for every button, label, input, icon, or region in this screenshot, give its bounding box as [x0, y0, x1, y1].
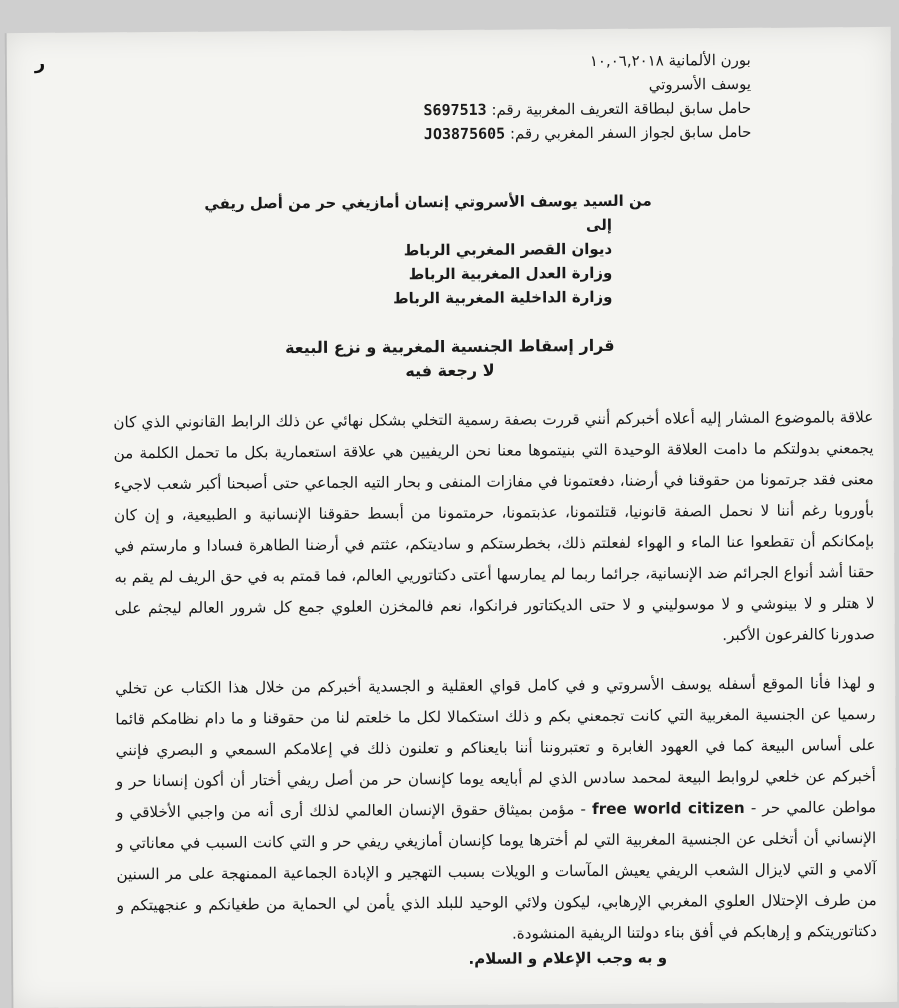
paragraph-1: علاقة بالموضوع المشار إليه أعلاه أخبركم أنني قررت بصفة رسمية التخلي بشكل نهائي عن ذلك الرابط القانوني الذي كان يجمعني بدولتكم ما دامت العلاقة الوحيدة التي بنيتموها معنا نحن الريفيين هي علاقة استعمارية بكل ما تحمل الكلمة من معنى فقد جرتمونا من حقوقنا في أرضنا، دفعتمونا في مفازات المنفى و بحار التيه الجماعي حتى أصبحنا أكبر شعب لاجيء بأوروبا رغم أننا لا نحمل الصفة قانونيا، قتلتمونا، عذبتمونا، حرمتمونا من أبسط حقوقنا الإنسانية و الطبيعية، و إن كان بإمكانكم أن تقطعوا عنا الماء و الهواء لفعلتم ذلك، بخطرستكم و ساديتكم، عثتم في أرضنا الطاهرة فسادا و مارستم في حقنا أشد أنواع الجرائم ضد الإنسانية، جرائما ربما لم يمارسها أعتى دكتاتوريي العالم، فما قمتم به في حق الريف لم يقم به لا هتلر و لا بينوشي و لا موسوليني و لا حتى الديكتاتور فرانكوا، نعم فالمخزن العلوي جمع كل شرور العالم ليجثم على صدورنا كالفرعون الأكبر. [113, 408, 875, 645]
closing-line: و به وجب الإعلام و السلام. [468, 948, 668, 968]
to-label: إلى [585, 215, 613, 235]
latin-phrase: free world citizen [592, 798, 745, 819]
sender-header [331, 48, 752, 147]
letter-body [113, 402, 877, 970]
paragraph-2-part-2: - مؤمن بميثاق حقوق الإنسان العالمي لذلك أرى أنه من واجبي الأخلاقي و الإنساني أن أتخلى عن الجنسية المغربية التي لم أخترها يوما كإنسان أمازيغي ريفي حر و التي كانت السبب في معاناتي و آلامي و التي لايزال الشعب الريفي يعيش المآسات و الويلات بسبب التهجير و الإبادة الجماعية الممنهجة على مر السنين من طرف الإحتلال العلوي المغربي الإرهابي، ليكون ولائي الوحيد للبلد الذي يأمن لي الحماية من طغيانكم و عنجهيتكم و دكتاتوريتكم و إرهابكم في أفق بناء دولتنا الريفية المنشودة. [115, 800, 877, 943]
page-edge [5, 33, 14, 1008]
id-card-line [331, 96, 751, 123]
passport-label: حامل سابق لجواز السفر المغربي رقم: [509, 122, 752, 143]
id-card-label: حامل سابق لبطاقة التعريف المغربية رقم: [491, 98, 752, 119]
paragraph-2 [115, 668, 877, 952]
corner-mark: ر [34, 52, 46, 74]
paragraph-2-part-1: و لهذا فأنا الموقع أسفله يوسف الأسروتي و في كامل قواي العقلية و الجسدية أخبركم من خلال هذا الكتاب عن تخلي رسميا عن الجنسية المغربية التي كانت تجمعني بكم و ذلك استكمالا لكل ما خلعتم لنا من حقوقنا و ما دام نظامكم قائما على أساس البيعة كما في العهود الغابرة و تعتبروننا أننا بايعناكم و تعلنون ذلك في إعلامكم السمعي و البصري فإنني أخبركم عن خلعي لروابط البيعة لمحمد سادس الذي لم أبايعه يوما كإنسان حر من أصل ريفي أختار أن أكون إنسانا حر و مواطن عالمي حر - [115, 674, 877, 817]
title-line-1: قرار إسقاط الجنسية المغربية و نزع البيعة [284, 335, 615, 358]
from-line: من السيد يوسف الأسروتي إنسان أمازيغي حر من أصل ريفي [204, 191, 652, 213]
title-line-2: لا رجعة فيه [405, 360, 495, 381]
passport-number: JO3875605 [423, 124, 506, 144]
id-card-number: S697513 [423, 100, 487, 120]
recipient-royal-court: ديوان القصر المغربي الرباط [403, 239, 613, 260]
sender-name: يوسف الأسروتي [648, 74, 752, 94]
recipient-interior-ministry: وزارة الداخلية المغربية الرباط [392, 287, 613, 308]
addressee-block [132, 189, 653, 313]
passport-line [331, 120, 751, 147]
place-date: بورن الألمانية ١٠,٠٦,٢٠١٨ [589, 50, 751, 71]
letter-page [5, 27, 898, 1008]
recipient-justice-ministry: وزارة العدل المغربية الرباط [408, 263, 613, 284]
letter-title [7, 332, 893, 386]
